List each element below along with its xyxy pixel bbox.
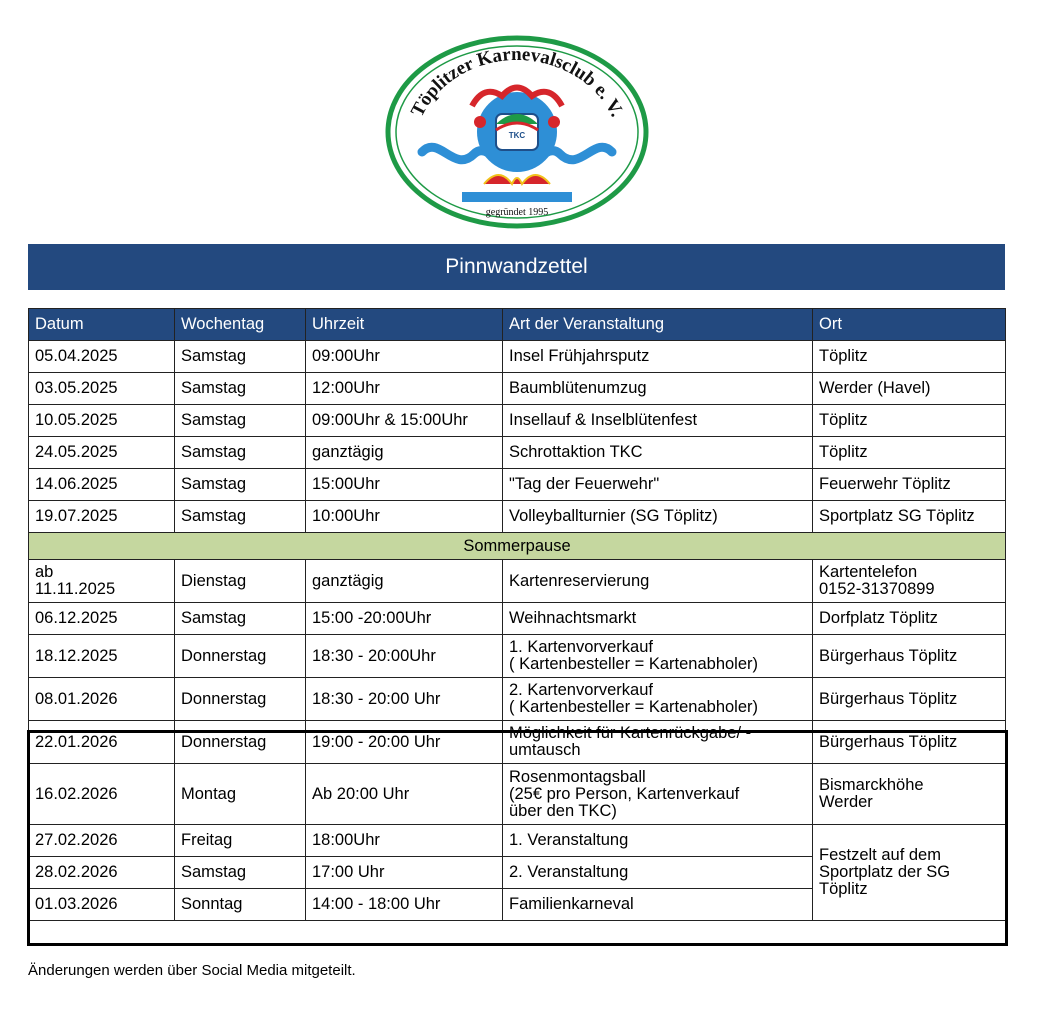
time-cell: 18:30 - 20:00Uhr [306,635,503,678]
event-cell: Insellauf & Inselblütenfest [503,405,813,437]
location-cell: Bürgerhaus Töplitz [813,635,1006,678]
weekday-cell: Sonntag [175,889,306,921]
date-cell: 03.05.2025 [29,373,175,405]
location-cell: Dorfplatz Töplitz [813,603,1006,635]
event-cell: Möglichkeit für Kartenrückgabe/ - umtausch [503,721,813,764]
table-row [29,560,1006,603]
footnote: Änderungen werden über Social Media mitgeteilt. [28,962,356,979]
table-row [29,373,1006,405]
weekday-cell: Samstag [175,373,306,405]
table-row [29,678,1006,721]
table-row [29,635,1006,678]
weekday-cell: Samstag [175,857,306,889]
table-row [29,501,1006,533]
event-cell: 1. Veranstaltung [503,825,813,857]
table-row [29,764,1006,825]
time-cell: 15:00 -20:00Uhr [306,603,503,635]
date-cell: 01.03.2026 [29,889,175,921]
date-cell: 05.04.2025 [29,341,175,373]
summer-break-row [29,533,1006,560]
weekday-cell: Freitag [175,825,306,857]
table-row [29,341,1006,373]
date-cell: 28.02.2026 [29,857,175,889]
weekday-cell: Donnerstag [175,721,306,764]
weekday-cell: Samstag [175,341,306,373]
logo-founded-text: gegründet 1995 [485,207,549,218]
column-header-time: Uhrzeit [306,309,503,341]
weekday-cell: Samstag [175,603,306,635]
location-cell: Werder (Havel) [813,373,1006,405]
column-header-event: Art der Veranstaltung [503,309,813,341]
location-cell: Bismarckhöhe Werder [813,764,1006,825]
event-cell: Schrottaktion TKC [503,437,813,469]
location-cell: Sportplatz SG Töplitz [813,501,1006,533]
summer-break-label: Sommerpause [29,533,1006,560]
location-cell: Bürgerhaus Töplitz [813,678,1006,721]
time-cell: 10:00Uhr [306,501,503,533]
date-cell: 06.12.2025 [29,603,175,635]
location-cell: Töplitz [813,341,1006,373]
time-cell: Ab 20:00 Uhr [306,764,503,825]
event-cell: "Tag der Feuerwehr" [503,469,813,501]
event-cell: Rosenmontagsball (25€ pro Person, Kartenverkauf über den TKC) [503,764,813,825]
table-row [29,469,1006,501]
time-cell: 17:00 Uhr [306,857,503,889]
page-title: Pinnwandzettel [445,255,588,278]
date-cell: 14.06.2025 [29,469,175,501]
event-cell: Insel Frühjahrsputz [503,341,813,373]
column-header-weekday: Wochentag [175,309,306,341]
table-header-row [29,309,1006,341]
event-cell: Volleyballturnier (SG Töplitz) [503,501,813,533]
event-cell: Kartenreservierung [503,560,813,603]
date-cell: 19.07.2025 [29,501,175,533]
date-cell: 18.12.2025 [29,635,175,678]
weekday-cell: Samstag [175,405,306,437]
weekday-cell: Dienstag [175,560,306,603]
table-row [29,405,1006,437]
logo-badge-text: TKC [508,131,526,140]
date-cell: 24.05.2025 [29,437,175,469]
date-cell: 22.01.2026 [29,721,175,764]
event-cell: 1. Kartenvorverkauf ( Kartenbesteller = Kartenabholer) [503,635,813,678]
club-logo [384,34,650,229]
date-cell: 16.02.2026 [29,764,175,825]
logo-club-name: Töplitzer Karnevalsclub e. V. [406,43,628,121]
time-cell: 18:00Uhr [306,825,503,857]
weekday-cell: Donnerstag [175,678,306,721]
title-banner [28,244,1005,290]
column-header-date: Datum [29,309,175,341]
location-cell: Töplitz [813,437,1006,469]
time-cell: 12:00Uhr [306,373,503,405]
event-cell: 2. Veranstaltung [503,857,813,889]
table-row [29,437,1006,469]
time-cell: ganztägig [306,560,503,603]
time-cell: ganztägig [306,437,503,469]
time-cell: 09:00Uhr & 15:00Uhr [306,405,503,437]
time-cell: 14:00 - 18:00 Uhr [306,889,503,921]
weekday-cell: Samstag [175,501,306,533]
event-cell: 2. Kartenvorverkauf ( Kartenbesteller = Kartenabholer) [503,678,813,721]
date-cell: 10.05.2025 [29,405,175,437]
weekday-cell: Donnerstag [175,635,306,678]
column-header-location: Ort [813,309,1006,341]
event-schedule-table [28,308,1006,921]
table-row [29,721,1006,764]
weekday-cell: Samstag [175,437,306,469]
event-cell: Weihnachtsmarkt [503,603,813,635]
time-cell: 19:00 - 20:00 Uhr [306,721,503,764]
event-cell: Baumblütenumzug [503,373,813,405]
weekday-cell: Montag [175,764,306,825]
time-cell: 09:00Uhr [306,341,503,373]
date-cell: ab 11.11.2025 [29,560,175,603]
weekday-cell: Samstag [175,469,306,501]
table-row [29,825,1006,857]
time-cell: 15:00Uhr [306,469,503,501]
date-cell: 08.01.2026 [29,678,175,721]
date-cell: 27.02.2026 [29,825,175,857]
time-cell: 18:30 - 20:00 Uhr [306,678,503,721]
location-cell: Töplitz [813,405,1006,437]
location-cell: Kartentelefon 0152-31370899 [813,560,1006,603]
location-cell: Bürgerhaus Töplitz [813,721,1006,764]
location-cell-merged: Festzelt auf dem Sportplatz der SG Töplitz [813,825,1006,921]
event-cell: Familienkarneval [503,889,813,921]
location-cell: Feuerwehr Töplitz [813,469,1006,501]
table-row [29,603,1006,635]
